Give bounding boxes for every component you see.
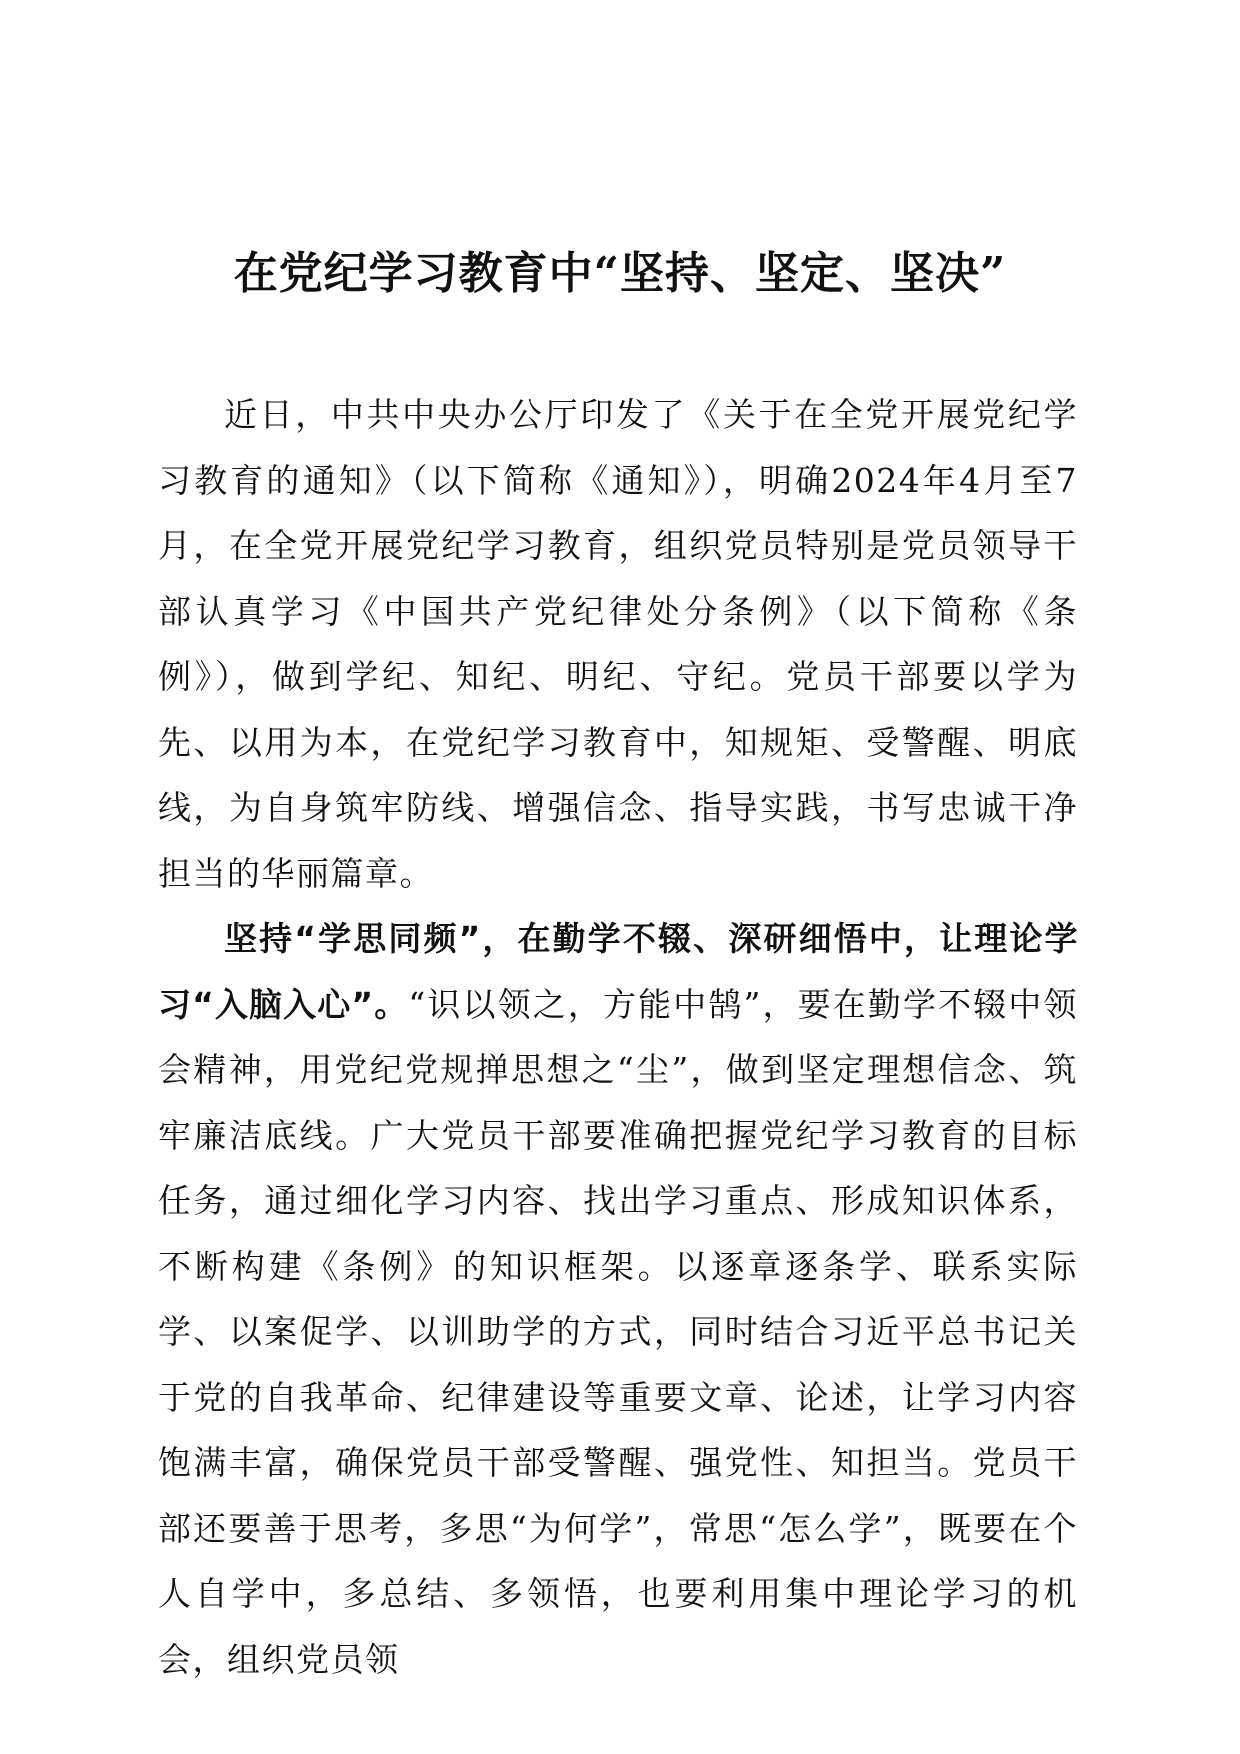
- document-title: 在党纪学习教育中“坚持、坚定、坚决”: [233, 248, 1007, 299]
- section-1-body: “识以领之，方能中鹄”，要在勤学不辍中领会精神，用党纪党规掸思想之“尘”，做到坚定理想信念、筑牢廉洁底线。广大党员干部要准确把握党纪学习教育的目标任务，通过细化学习内容、找出学习重点、形成知识体系，不断构建《条例》的知识框架。以逐章逐条学、联系实际学、以案促学、以训助学的方式，同时结合习近平总书记关于党的自我革命、纪律建设等重要文章、论述，让学习内容饱满丰富，确保党员干部受警醒、强党性、知担当。党员干部还要善于思考，多思“为何学”，常思“怎么学”，既要在个人自学中，多总结、多领悟，也要利用集中理论学习的机会，组织党员领: [158, 984, 1078, 1679]
- document-body: [158, 382, 1078, 1692]
- section-1-heading: 坚持“学思同频”，在勤学不辍、深研细悟中，让理论学习“入脑入心”。: [158, 919, 1078, 1024]
- paragraph-section-1: [158, 906, 1078, 1692]
- paragraph-intro: 近日，中共中央办公厅印发了《关于在全党开展党纪学习教育的通知》（以下简称《通知》），明确2024年4月至7月，在全党开展党纪学习教育，组织党员特别是党员领导干部认真学习《中国共产党纪律处分条例》（以下简称《条例》），做到学纪、知纪、明纪、守纪。党员干部要以学为先、以用为本，在党纪学习教育中，知规矩、受警醒、明底线，为自身筑牢防线、增强信念、指导实践，书写忠诚干净担当的华丽篇章。: [158, 395, 1078, 893]
